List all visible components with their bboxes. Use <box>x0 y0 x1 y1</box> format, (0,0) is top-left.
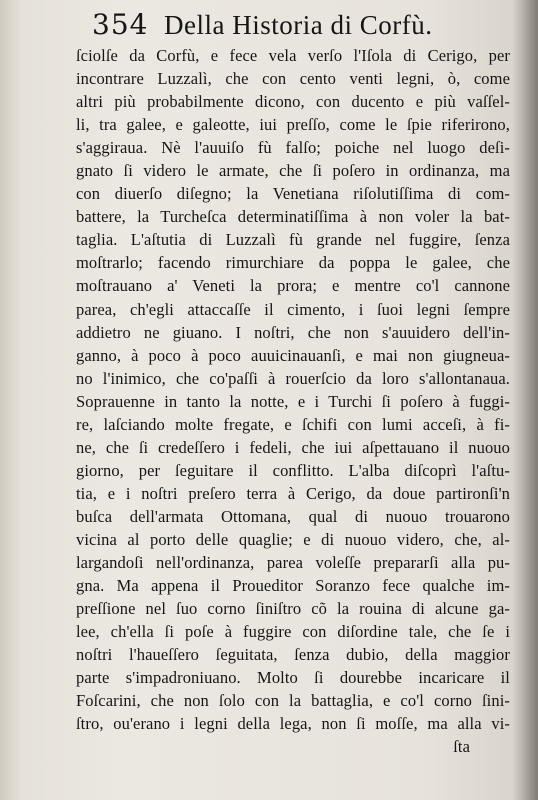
text-line: battere, la Turcheſca determinatiſſima à non voler la bat- <box>76 207 510 227</box>
body-text <box>76 44 510 758</box>
page-edge-shadow <box>512 0 538 800</box>
page-header <box>92 6 512 44</box>
text-line: parea, ch'egli attaccaſſe il cimento, i ſuoi legni ſempre <box>76 299 510 319</box>
text-line: altri più probabilmente dicono, con ducento e più vaſſel- <box>76 92 510 112</box>
text-line: s'aggiraua. Nè l'auuiſo fù falſo; poiche nel luogo deſi- <box>76 138 510 158</box>
running-title: Della Historia di Corfù. <box>164 10 433 40</box>
text-line: li, tra galee, e galeotte, iui preſſo, come le ſpie riferirono, <box>76 115 510 135</box>
text-line: largandoſi nell'ordinanza, parea voleſſe prepararſi alla pu- <box>76 553 510 573</box>
text-line: buſca dell'armata Ottomana, qual di nuouo trouarono <box>76 506 510 526</box>
text-line: moſtrarlo; facendo rimurchiare da poppa le galee, che <box>76 253 510 273</box>
text-line: Foſcarini, che non ſolo con la battaglia, e co'l corno ſini- <box>76 691 510 711</box>
text-line: incontrare Luzzalì, che con cento venti legni, ò, come <box>76 69 510 89</box>
text-line: moſtrauano a' Veneti la prora; e mentre co'l cannone <box>76 276 510 296</box>
text-line: no l'inimico, che co'paſſi à rouerſcio da loro s'allontanaua. <box>76 368 510 388</box>
text-line: addietro ne giuano. I noſtri, che non s'auuidero dell'in- <box>76 322 510 342</box>
text-line: ſtro, ou'erano i legni della lega, non ſi moſſe, ma alla vi- <box>76 714 510 734</box>
text-line: giorno, per ſeguitare il conflitto. L'alba diſcoprì l'aſtu- <box>76 460 510 480</box>
text-line: vicina al porto delle quaglie; e di nuouo videro, che, al- <box>76 529 510 549</box>
catchword: ſta <box>453 737 470 757</box>
text-line: Soprauenne in tanto la notte, e i Turchi ſi poſero à fuggi- <box>76 391 510 411</box>
text-line: ne, che ſi credeſſero i fedeli, che iui aſpettauano il nuouo <box>76 437 510 457</box>
text-line: taglia. L'aſtutia di Luzzalì fù grande nel fuggire, ſenza <box>76 230 510 250</box>
text-line: noſtri l'haueſſero ſeguitata, ſenza dubio, della maggior <box>76 645 510 665</box>
text-line: preſſione nel ſuo corno ſiniſtro cõ la rouina di alcune ga- <box>76 599 510 619</box>
book-page <box>54 6 514 796</box>
text-line: ganno, à poco à poco auuicinauanſi, e mai non giugneua- <box>76 345 510 365</box>
text-line: tia, e i noſtri preſero terra à Cerigo, da doue partironſi'n <box>76 483 510 503</box>
text-line: parte s'impadroniuano. Molto ſi dourebbe incaricare il <box>76 668 510 688</box>
text-line: lee, ch'ella ſi poſe à fuggire con diſordine tale, che ſe i <box>76 622 510 642</box>
text-line: re, laſciando molte fregate, e ſchifi con lumi acceſi, à fi- <box>76 414 510 434</box>
text-line: gna. Ma appena il Proueditor Soranzo fece qualche im- <box>76 576 510 596</box>
text-line: con diuerſo diſegno; la Venetiana riſolutiſſima di com- <box>76 184 510 204</box>
text-line: ſciolſe da Corfù, e fece vela verſo l'Iſola di Cerigo, per <box>76 46 510 65</box>
text-line: gnato ſi videro le armate, che ſi poſero in ordinanza, ma <box>76 161 510 181</box>
page-number: 354 <box>92 8 149 41</box>
